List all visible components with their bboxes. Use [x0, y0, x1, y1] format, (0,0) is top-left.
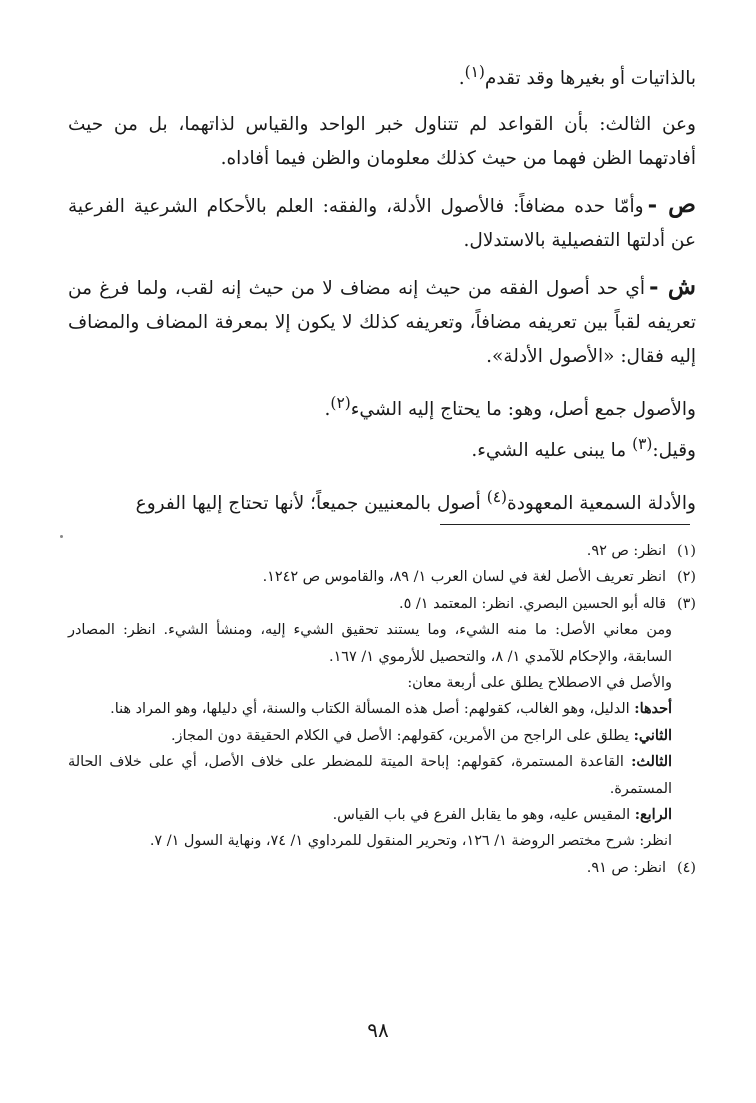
footnote-1: (١)انظر: ص ٩٢.	[586, 543, 696, 559]
shin-marker: ش -	[649, 273, 696, 301]
footnote-ref-4[interactable]: (٤)	[486, 488, 507, 507]
paragraph-adilla: والأدلة السمعية المعهودة$^{(٤)}$ أصول بالمعنيين جميعاً؛ لأنها تحتاج إليها الفروع	[135, 488, 696, 515]
footnote-3-refs: انظر: شرح مختصر الروضة ١/ ١٢٦، وتحرير المنقول للمرداوي ١/ ٧٤، ونهاية السول ١/ ٧.	[149, 833, 672, 850]
footnote-2: (٢)انظر تعريف الأصل لغة في لسان العرب ١/ ٨٩، والقاموس ص ١٢٤٢.	[262, 569, 696, 586]
footnote-3-first: أحدها: الدليل، وهو الغالب، كقولهم: أصل هذه المسألة الكتاب والسنة، أي دليلها، وهو المراد هنا.	[110, 700, 672, 718]
paragraph-usul: والأصول جمع أصل، وهو: ما يحتاج إليه الشيء$^{(٢)}$.	[324, 394, 696, 421]
footnotes	[68, 538, 696, 881]
paragraph-sad: ص -وأمّا حده مضافاً: فالأصول الأدلة، والفقه: العلم بالأحكام الشرعية الفرعية عن أدلتها التفصيلية بالاستدلال.	[68, 191, 696, 252]
footnote-3-third: الثالث: القاعدة المستمرة، كقولهم: إباحة الميتة للمضطر على خلاف الأصل، أي على خلاف الحالة المستمرة.	[68, 753, 672, 797]
footnote-3-meanings: ومن معاني الأصل: ما منه الشيء، وما يستند تحقيق الشيء إليه، ومنشأ الشيء. انظر: المصادر السابقة، والإحكام للآمدي ١/ ٨، والتحصيل للأرموي ١/ ١٦٧.	[68, 622, 672, 665]
margin-dot	[60, 535, 63, 538]
footnote-3: (٣)قاله أبو الحسين البصري. انظر: المعتمد ١/ ٥.	[399, 595, 696, 612]
footnote-ref-3[interactable]: (٣)	[632, 435, 653, 454]
paragraph-2: وعن الثالث: بأن القواعد لم تتناول خبر الواحد والقياس لذاتهما، بل من حيث أفادتهما الظن فهما من حيث كذلك معلومان والظن فيما أفاداه.	[68, 114, 696, 170]
main-text	[68, 55, 696, 522]
sad-marker: ص -	[647, 191, 696, 219]
paragraph-1: بالذاتيات أو بغيرها وقد تقدم$^{(١)}$.	[458, 63, 696, 90]
footnote-3-fourth: الرابع: المقيس عليه، وهو ما يقابل الفرع في باب القياس.	[332, 806, 672, 824]
footnote-ref-1[interactable]: (١)	[464, 63, 485, 81]
footnote-ref-2[interactable]: (٢)	[330, 394, 351, 413]
paragraph-qila: وقيل:$^{(٣)}$ ما يبنى عليه الشيء.	[471, 435, 696, 462]
footnote-4: (٤)انظر: ص ٩١.	[586, 859, 696, 876]
paragraph-shin: ش -أي حد أصول الفقه من حيث إنه مضاف لا من حيث إنه لقب، ولما فرغ من تعريفه لقباً بين تعريفه مضافاً، وتعريفه كذلك لا يكون إلا بمعرفة المضاف والمضاف إليه فقال: «الأصول الأدلة».	[68, 273, 696, 368]
footnote-3-second: الثاني: يطلق على الراجح من الأمرين، كقولهم: الأصل في الكلام الحقيقة دون المجاز.	[170, 726, 672, 744]
footnote-separator	[440, 524, 690, 525]
page-number: ٩٨	[367, 1018, 389, 1042]
footnote-3-terms: والأصل في الاصطلاح يطلق على أربعة معان:	[407, 675, 672, 692]
